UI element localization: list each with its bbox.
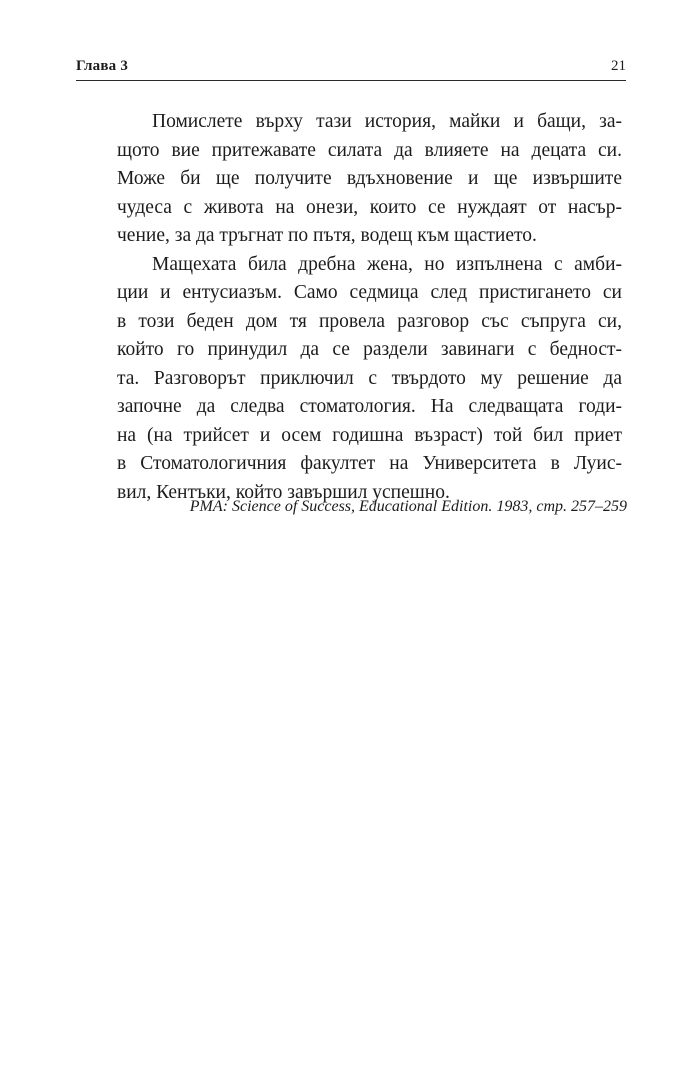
paragraph-1 <box>117 108 622 251</box>
text-line: Помислете върху тази история, майки и бащи, за- <box>152 111 622 132</box>
text-line: Може би ще получите вдъхновение и ще извършите <box>117 168 622 189</box>
text-line: който го принудил да се раздели завинаги с бедност- <box>117 339 622 360</box>
text-line: Мащехата била дребна жена, но изпълнена с амби- <box>152 253 622 275</box>
text-line: щото вие притежавате силата да влияете на децата си. <box>117 139 622 161</box>
text-line: вил, Кентъки, който завършил успешно. <box>117 481 450 503</box>
running-header <box>76 56 626 81</box>
text-line: в този беден дом тя провела разговор със съпруга си, <box>117 310 622 332</box>
chapter-label: Глава 3 <box>76 58 129 74</box>
text-line: в Стоматологичния факултет на Университета в Луис- <box>117 453 622 474</box>
citation: PMA: Science of Success, Educational Edition. 1983, стр. 257–259 <box>189 498 627 515</box>
text-line: на (на трийсет и осем годишна възраст) той бил приет <box>117 424 622 446</box>
text-line: та. Разговорът приключил с твърдото му решение да <box>117 367 622 389</box>
text-line: започне да следва стоматология. На следващата годи- <box>117 396 622 417</box>
text-line: ции и ентусиазъм. Само седмица след пристигането си <box>117 282 622 303</box>
body-text <box>117 108 622 507</box>
paragraph-2 <box>117 251 622 508</box>
page-number: 21 <box>611 58 626 74</box>
text-line: чение, за да тръгнат по пътя, водещ към щастието. <box>117 225 537 246</box>
text-line: чудеса с живота на онези, които се нуждаят от насър- <box>117 196 622 218</box>
